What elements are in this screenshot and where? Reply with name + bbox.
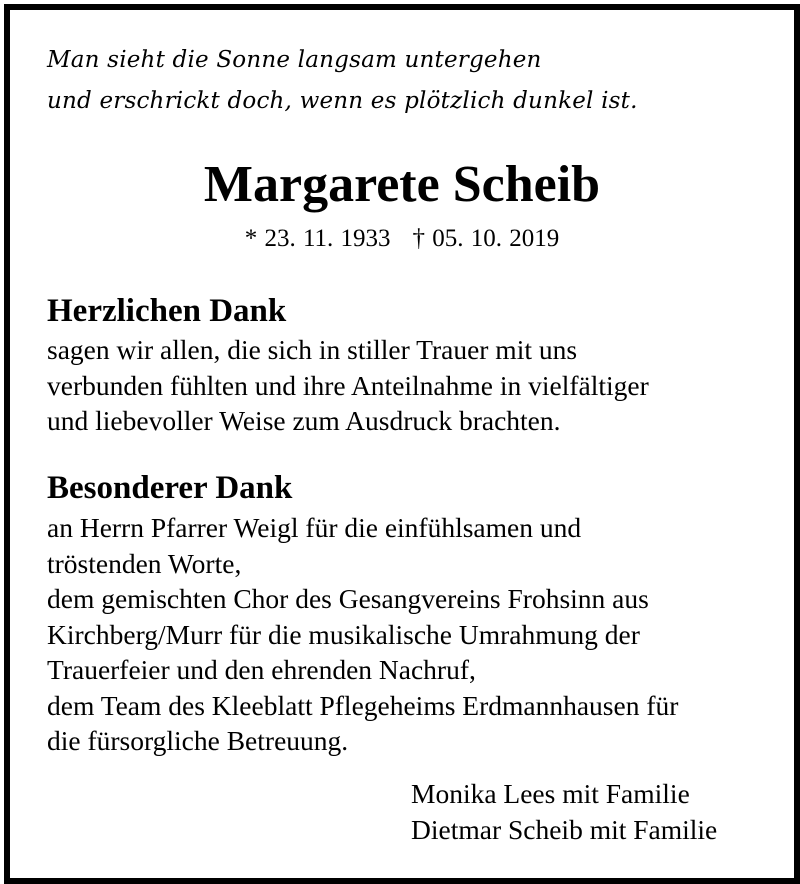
special-thanks-line: Kirchberg/Murr für die musikalische Umrahmung der	[47, 618, 640, 650]
motto-verse	[47, 40, 767, 122]
notice-frame	[4, 4, 800, 884]
thanks-line: verbunden fühlten und ihre Anteilnahme in vielfältiger	[47, 369, 649, 401]
birth-date: * 23. 11. 1933	[244, 225, 391, 252]
special-thanks-line: an Herrn Pfarrer Weigl für die einfühlsamen und	[47, 512, 582, 543]
thanks-paragraph	[47, 332, 777, 439]
signer: Dietmar Scheib mit Familie	[411, 814, 718, 845]
special-thanks-line: tröstenden Worte,	[47, 547, 242, 579]
special-thanks-line: dem gemischten Chor des Gesangvereins Frohsinn aus	[47, 583, 649, 614]
thanks-line: sagen wir allen, die sich in stiller Trauer mit uns	[47, 334, 578, 365]
special-thanks-line: Trauerfeier und den ehrenden Nachruf,	[47, 654, 476, 685]
signer: Monika Lees mit Familie	[411, 778, 690, 809]
signers	[411, 776, 717, 848]
special-thanks-paragraph	[47, 510, 777, 759]
thanks-heading: Herzlichen Dank	[47, 293, 287, 329]
thanks-line: und liebevoller Weise zum Ausdruck brachten.	[47, 405, 561, 436]
death-date: † 05. 10. 2019	[412, 225, 560, 252]
life-dates	[10, 224, 794, 254]
special-thanks-line: dem Team des Kleeblatt Pflegeheims Erdmannhausen für	[47, 689, 679, 721]
special-thanks-line: die fürsorgliche Betreuung.	[47, 725, 349, 756]
special-thanks-heading: Besonderer Dank	[47, 470, 293, 506]
notice-content	[10, 10, 794, 878]
motto-line: Man sieht die Sonne langsam untergehen	[47, 47, 542, 73]
deceased-name: Margarete Scheib	[203, 156, 601, 213]
motto-line: und erschrickt doch, wenn es plötzlich dunkel ist.	[47, 88, 638, 114]
